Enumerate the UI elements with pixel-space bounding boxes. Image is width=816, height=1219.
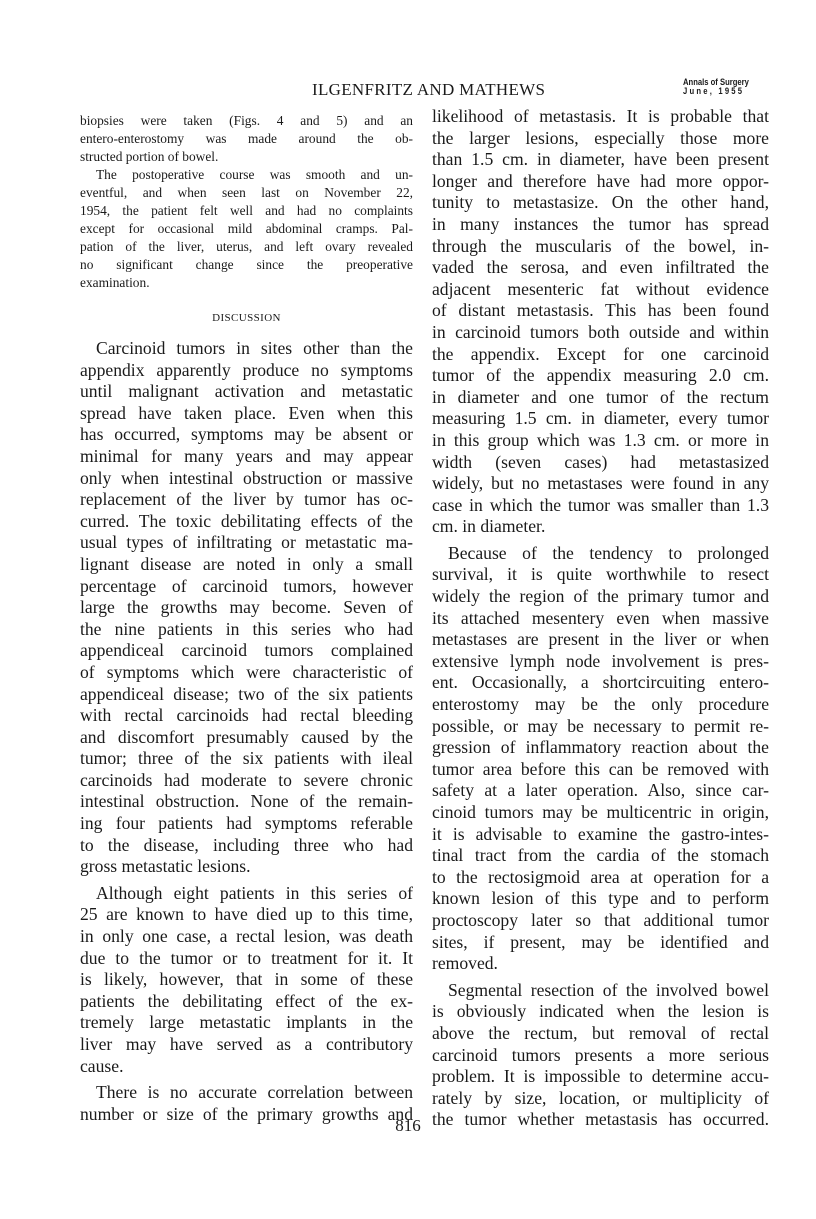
text-line: number or size of the primary growths and: [80, 1103, 413, 1124]
text-line: the tumor whether metastasis has occurred.: [432, 1109, 769, 1130]
text-line: metastases are present in the liver or when: [432, 629, 769, 650]
text-line: ent. Occasionally, a shortcircuiting entero-: [432, 672, 769, 693]
text-line: and discomfort presumably caused by the: [80, 726, 413, 747]
text-line: only when intestinal obstruction or massive: [80, 467, 413, 488]
text-line: curred. The toxic debilitating effects of the: [80, 510, 413, 531]
text-line: minimal for many years and may appear: [80, 445, 413, 466]
text-line: it is advisable to examine the gastro-intes-: [432, 823, 769, 844]
text-line: eventful, and when seen last on November 22,: [80, 185, 413, 200]
text-line: examination.: [80, 275, 150, 290]
section-heading-discussion: DISCUSSION: [212, 312, 281, 324]
right-column: [432, 106, 769, 1131]
paragraph: [80, 112, 413, 166]
text-line: case in which the tumor was smaller than 1.3: [432, 494, 769, 515]
text-line: pation of the liver, uterus, and left ovary revealed: [80, 239, 413, 254]
text-line: is likely, however, that in some of these: [80, 969, 413, 990]
text-line: rately by size, location, or multiplicity of: [432, 1087, 769, 1108]
text-line: appendiceal carcinoid tumors complained: [80, 640, 413, 661]
text-line: likelihood of metastasis. It is probable that: [432, 106, 769, 126]
text-line: has occurred, symptoms may be absent or: [80, 424, 413, 445]
paragraph: [432, 980, 769, 1131]
text-line: removed.: [432, 953, 498, 974]
text-line: proctoscopy later so that additional tumor: [432, 909, 769, 930]
text-line: entero-enterostomy was made around the ob-: [80, 131, 413, 146]
text-line: problem. It is impossible to determine accu-: [432, 1066, 769, 1087]
text-line: appendiceal disease; two of the six patients: [80, 683, 413, 704]
paragraph: [80, 166, 413, 292]
text-line: the appendix. Except for one carcinoid: [432, 343, 769, 364]
discussion-body: [80, 338, 413, 1125]
text-line: to the rectosigmoid area at operation for a: [432, 866, 769, 887]
text-line: possible, or may be necessary to permit re-: [432, 715, 769, 736]
text-line: tumor; three of the six patients with ileal: [80, 748, 413, 769]
text-line: structed portion of bowel.: [80, 149, 219, 164]
text-line: tumor area before this can be removed with: [432, 758, 769, 779]
text-line: vaded the serosa, and even infiltrated the: [432, 257, 769, 278]
text-line: tinal tract from the cardia of the stomach: [432, 845, 769, 866]
left-column: [80, 112, 413, 1125]
text-line: to the disease, including three who had: [80, 834, 413, 855]
text-line: safety at a later operation. Also, since car-: [432, 780, 769, 801]
text-line: spread have taken place. Even when this: [80, 402, 413, 423]
text-line: usual types of infiltrating or metastatic ma-: [80, 532, 413, 553]
text-line: with rectal carcinoids had rectal bleeding: [80, 705, 413, 726]
text-line: large the growths may become. Seven of: [80, 597, 413, 618]
running-title: ILGENFRITZ AND MATHEWS: [312, 80, 546, 99]
text-line: Segmental resection of the involved bowel: [448, 979, 769, 1000]
text-line: lignant disease are noted in only a small: [80, 553, 413, 574]
text-line: gression of inflammatory reaction about the: [432, 737, 769, 758]
text-line: widely, but no metastases were found in any: [432, 473, 769, 494]
text-line: ing four patients had symptoms referable: [80, 813, 413, 834]
text-line: enterostomy may be the only procedure: [432, 694, 769, 715]
issue-date: June, 1955: [683, 86, 745, 96]
text-line: width (seven cases) had metastasized: [432, 451, 769, 472]
text-line: measuring 1.5 cm. in diameter, every tumor: [432, 408, 769, 429]
text-line: carcinoids had moderate to severe chronic: [80, 769, 413, 790]
text-line: cinoid tumors may be multicentric in origin,: [432, 802, 769, 822]
text-line: Although eight patients in this series of: [96, 882, 413, 903]
paragraph: [432, 543, 769, 975]
text-line: the larger lesions, especially those more: [432, 127, 769, 148]
text-line: in this group which was 1.3 cm. or more in: [432, 429, 769, 450]
text-line: intestinal obstruction. None of the remain-: [80, 791, 413, 812]
text-line: longer and therefore have had more oppor-: [432, 170, 769, 191]
text-line: survival, it is quite worthwhile to resect: [432, 564, 769, 585]
text-line: tremely large metastatic implants in the: [80, 1012, 413, 1033]
text-line: biopsies were taken (Figs. 4 and 5) and an: [80, 113, 413, 128]
text-line: in diameter and one tumor of the rectum: [432, 386, 769, 407]
text-line: gross metastatic lesions.: [80, 856, 251, 877]
text-line: tumor of the appendix measuring 2.0 cm.: [432, 365, 769, 386]
text-line: in carcinoid tumors both outside and within: [432, 321, 769, 342]
text-line: except for occasional mild abdominal cramps. Pal-: [80, 221, 413, 236]
text-line: adjacent mesenteric fat without evidence: [432, 278, 769, 299]
text-line: percentage of carcinoid tumors, however: [80, 575, 413, 596]
text-line: due to the tumor or to treatment for it. It: [80, 947, 413, 968]
text-line: in only one case, a rectal lesion, was death: [80, 926, 413, 947]
text-line: known lesion of this type and to perform: [432, 888, 769, 909]
paragraph: [432, 106, 769, 538]
text-line: through the muscularis of the bowel, in-: [432, 235, 769, 256]
text-line: above the rectum, but removal of rectal: [432, 1022, 769, 1043]
text-line: in many instances the tumor has spread: [432, 213, 769, 234]
text-line: The postoperative course was smooth and un-: [96, 167, 413, 182]
journal-info: [683, 78, 749, 96]
text-line: its attached mesentery even when massive: [432, 607, 769, 628]
paragraph: [80, 883, 413, 1077]
text-line: widely the region of the primary tumor and: [432, 586, 769, 607]
text-line: the nine patients in this series who had: [80, 618, 413, 639]
paragraph: [80, 338, 413, 878]
text-line: until malignant activation and metastatic: [80, 381, 413, 402]
text-line: of distant metastasis. This has been found: [432, 300, 769, 321]
text-line: patients the debilitating effect of the ex-: [80, 990, 413, 1011]
text-line: cm. in diameter.: [432, 516, 546, 537]
text-line: cause.: [80, 1055, 124, 1076]
text-line: extensive lymph node involvement is pres-: [432, 650, 769, 671]
text-line: Because of the tendency to prolonged: [448, 542, 769, 563]
page-number: 816: [395, 1116, 421, 1135]
case-report-end: [80, 112, 413, 292]
text-line: 25 are known to have died up to this time,: [80, 904, 413, 925]
text-line: replacement of the liver by tumor has oc-: [80, 489, 413, 510]
running-head: [0, 78, 816, 100]
text-line: 1954, the patient felt well and had no complaints: [80, 203, 413, 218]
text-line: is obviously indicated when the lesion is: [432, 1001, 769, 1022]
text-line: Carcinoid tumors in sites other than the: [96, 338, 413, 358]
text-line: carcinoid tumors presents a more serious: [432, 1044, 769, 1065]
journal-name: Annals of Surgery: [683, 77, 749, 87]
text-line: tunity to metastasize. On the other hand,: [432, 192, 769, 213]
text-line: of symptoms which were characteristic of: [80, 661, 413, 682]
text-line: sites, if present, may be identified and: [432, 931, 769, 952]
text-line: There is no accurate correlation between: [96, 1082, 413, 1103]
text-line: appendix apparently produce no symptoms: [80, 359, 413, 380]
text-line: than 1.5 cm. in diameter, have been present: [432, 149, 769, 170]
text-line: liver may have served as a contributory: [80, 1034, 413, 1054]
text-line: no significant change since the preoperative: [80, 257, 413, 272]
